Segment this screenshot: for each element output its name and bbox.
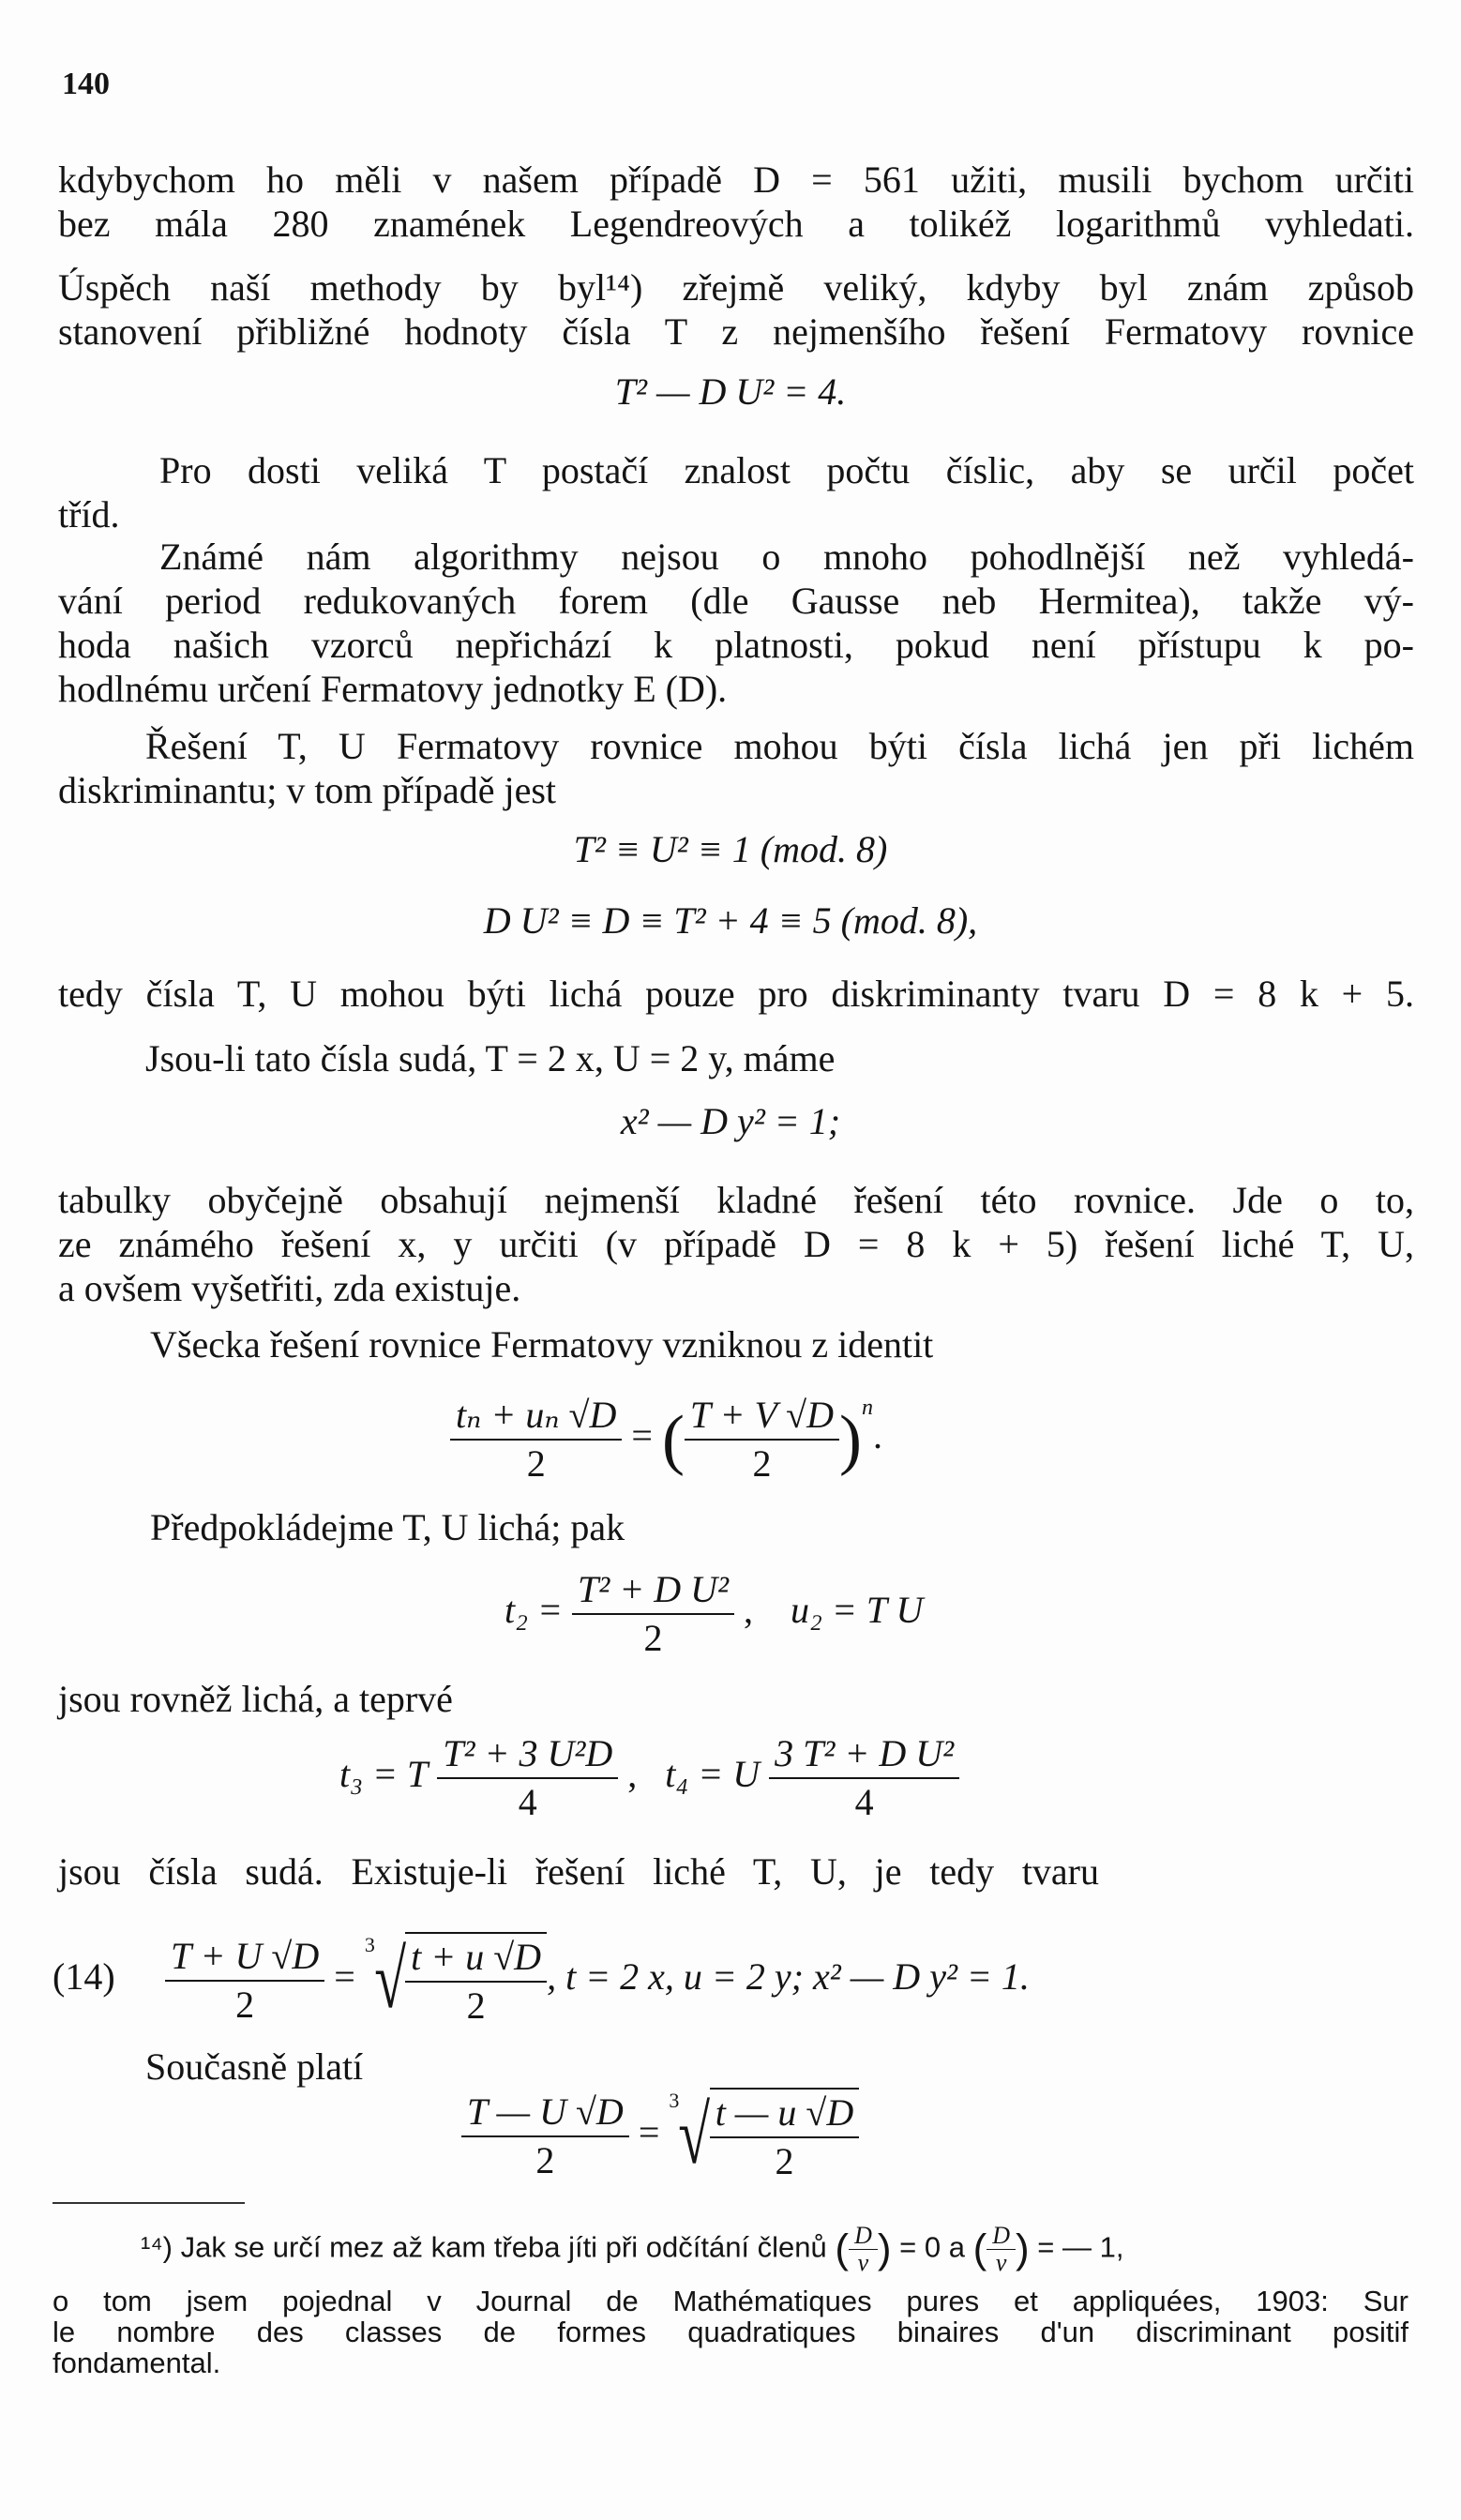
fraction: $\frac{T + V √D}{2}$ xyxy=(685,1392,839,1487)
paragraph-line: Řešení T, U Fermatovy rovnice mohou býti čísla lichá jen při lichém xyxy=(145,725,1414,767)
fraction: $\frac{\text{T² + 3 U²D}}{4}$ xyxy=(437,1730,618,1826)
paragraph-line: hodlnému určení Fermatovy jednotky E (D). xyxy=(58,668,728,710)
equation-pell-1: x² — D y² = 1; xyxy=(620,1100,841,1142)
fraction: $\frac{D}{\nu}$ xyxy=(849,2223,878,2276)
paragraph-line: Známé nám algorithmy nejsou o mnoho pohodlnější než vyhledá- xyxy=(159,536,1414,578)
paragraph-line: diskriminantu; v tom případě jest xyxy=(58,769,557,811)
paragraph-line: Úspěch naší methody by byl¹⁴) zřejmě veliký, kdyby byl znám způsob xyxy=(58,266,1414,309)
equation-t3-t4: t₃ = T $\frac{\text{T² + 3 U²D}}{4}$ , t₄ = U $\frac{\text{3 T² + D U²}}{4}$ xyxy=(339,1730,959,1826)
fraction: $\frac{\text{T² + D U²}}{2}$ xyxy=(572,1566,734,1662)
footnote-marker: ¹⁴) xyxy=(141,2230,173,2264)
equation-pell-4: T² — D U² = 4. xyxy=(614,370,847,413)
paragraph-line: tříd. xyxy=(58,493,120,536)
paragraph-line: Všecka řešení rovnice Fermatovy vzniknou z identit xyxy=(150,1323,934,1366)
footnote-line: fondamental. xyxy=(53,2346,221,2379)
paragraph-line: Pro dosti veliká T postačí znalost počtu číslic, aby se určil počet xyxy=(159,449,1414,491)
fraction: $\frac{\text{tₙ + uₙ √D}}{2}$ xyxy=(450,1392,622,1487)
footnote-line: le nombre des classes de formes quadratiques binaires d'un discriminant positif xyxy=(53,2316,1408,2348)
fraction: $\frac{T — U √D}{2}$ xyxy=(461,2089,629,2184)
paragraph-line: kdybychom ho měli v našem případě D = 561 užiti, musili bychom určiti xyxy=(58,158,1414,201)
fraction: $\frac{t + u √D}{2}$ xyxy=(405,1932,547,2030)
paragraph-line: stanovení přibližné hodnoty čísla T z nejmenšího řešení Fermatovy rovnice xyxy=(58,310,1414,353)
page-number: 140 xyxy=(62,67,110,101)
fraction: $\frac{\text{3 T² + D U²}}{4}$ xyxy=(769,1730,959,1826)
paragraph-line: tedy čísla T, U mohou býti lichá pouze pro diskriminanty tvaru D = 8 k + 5. xyxy=(58,973,1414,1015)
paragraph-line: a ovšem vyšetřiti, zda existuje. xyxy=(58,1267,521,1309)
equation-identity: $\frac{\text{tₙ + uₙ √D}}{2}$ = ( $\frac{T + V √D}{2}$ )$^n$. xyxy=(450,1386,882,1487)
fraction: $\frac{D}{\nu}$ xyxy=(987,2223,1016,2276)
paragraph-line: bez mála 280 znamének Legendreových a tolikéž logarithmů vyhledati. xyxy=(58,203,1414,245)
fraction: $\frac{t — u √D}{2}$ xyxy=(710,2088,860,2185)
footnote-first-line: ¹⁴) Jak se určí mez až kam třeba jíti při odčítání členů ( $\frac{D}{\nu}$ ) = 0 a ( $\frac{D}{\nu}$ ) = — 1, xyxy=(141,2222,1124,2276)
paragraph-line: Předpokládejme T, U lichá; pak xyxy=(150,1506,625,1548)
paragraph-line: vání period redukovaných forem (dle Gausse neb Hermitea), takže vý- xyxy=(58,580,1414,622)
paragraph-line: Současně platí xyxy=(145,2045,364,2088)
equation-minus: $\frac{T — U √D}{2}$ = $^3$√ $\frac{t — u √D}{2}$ xyxy=(461,2078,859,2185)
paragraph-line: ze známého řešení x, y určiti (v případě D = 8 k + 5) řešení liché T, U, xyxy=(58,1223,1414,1265)
footnote-rule xyxy=(53,2202,245,2204)
equation-mod-1: T² ≡ U² ≡ 1 (mod. 8) xyxy=(573,828,888,870)
footnote-line: o tom jsem pojednal v Journal de Mathématiques pures et appliquées, 1903: Sur xyxy=(53,2285,1408,2317)
equation-14: (14) $\frac{T + U √D}{2}$ = $^3$√ $\frac{t + u √D}{2}$ , t = 2 x, u = 2 y; x² — D y² = 1. xyxy=(53,1923,1030,2030)
paragraph-line: tabulky obyčejně obsahují nejmenší kladné řešení této rovnice. Jde o to, xyxy=(58,1179,1414,1221)
equation-mod-2: D U² ≡ D ≡ T² + 4 ≡ 5 (mod. 8), xyxy=(483,899,978,942)
fraction: $\frac{T + U √D}{2}$ xyxy=(165,1933,324,2029)
paragraph-line: Jsou-li tato čísla sudá, T = 2 x, U = 2 y, máme xyxy=(145,1037,836,1079)
paragraph-line: jsou čísla sudá. Existuje-li řešení liché T, U, je tedy tvaru xyxy=(58,1850,1099,1893)
paragraph-line: hoda našich vzorců nepřichází k platnosti, pokud není přístupu k po- xyxy=(58,624,1414,666)
paragraph-line: jsou rovněž lichá, a teprvé xyxy=(58,1678,453,1720)
equation-t2: t₂ = $\frac{\text{T² + D U²}}{2}$ , u₂ = T U xyxy=(505,1566,923,1662)
